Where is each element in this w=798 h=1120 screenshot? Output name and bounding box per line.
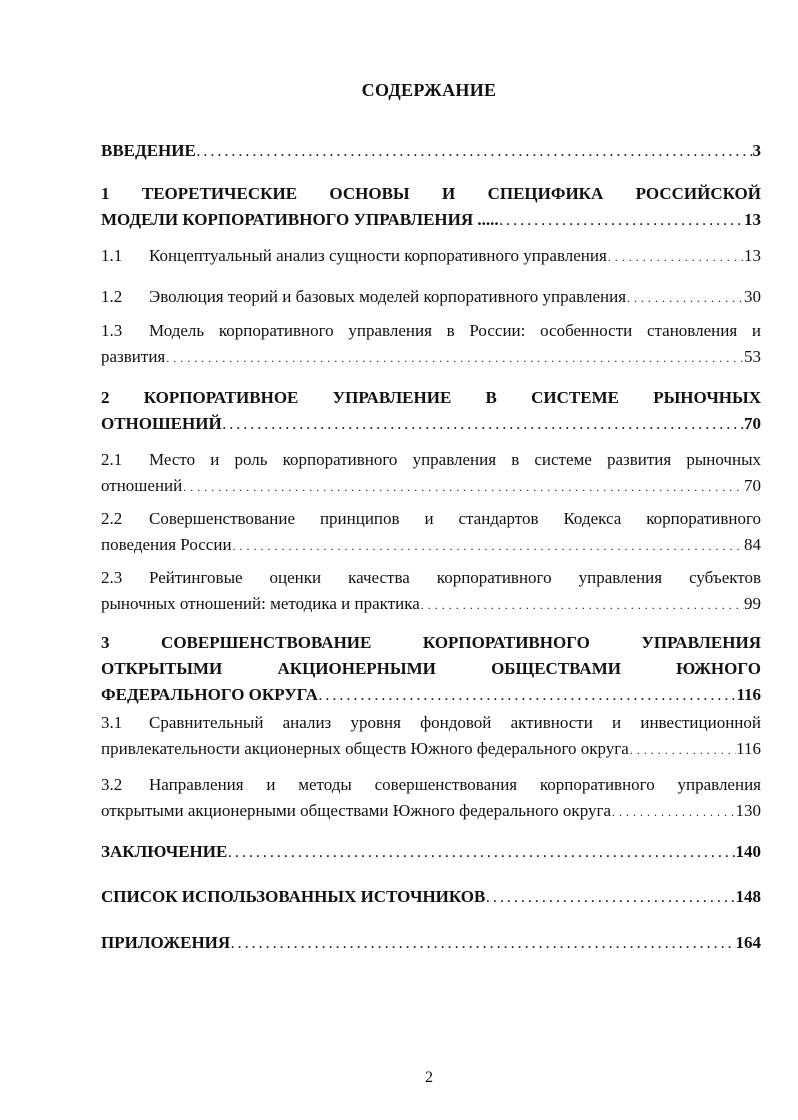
section-number: 2.1: [101, 450, 123, 469]
section-number: 2.2: [101, 509, 123, 528]
toc-page: 140: [735, 842, 761, 861]
toc-page: 3: [752, 141, 761, 160]
dot-leader: [629, 737, 736, 763]
toc-label: Рейтинговые оценки качества корпоративного управления субъектов: [149, 568, 761, 587]
toc-page: 84: [744, 535, 761, 554]
toc-label: развития: [101, 347, 166, 366]
toc-label: Направления и методы совершенствования корпоративного управления: [149, 775, 761, 794]
toc-entry-2-3[interactable]: [101, 565, 761, 618]
toc-page: 130: [735, 801, 761, 820]
toc-entry-1-3[interactable]: [101, 318, 761, 371]
toc-entry-1-1[interactable]: [101, 243, 761, 270]
toc-page: 13: [744, 246, 761, 265]
dot-leader: [227, 840, 735, 866]
toc-heading-line: 3 СОВЕРШЕНСТВОВАНИЕ КОРПОРАТИВНОГО УПРАВЛЕНИЯ: [101, 633, 761, 652]
toc-page: 70: [744, 414, 761, 433]
toc-page: 116: [736, 739, 761, 758]
toc-heading-line: 2 КОРПОРАТИВНОЕ УПРАВЛЕНИЕ В СИСТЕМЕ РЫНОЧНЫХ: [101, 388, 761, 407]
section-number: 3.2: [101, 775, 123, 794]
toc-heading-line: ОТКРЫТЫМИ АКЦИОНЕРНЫМИ ОБЩЕСТВАМИ ЮЖНОГО: [101, 659, 761, 678]
page-number: 2: [425, 1069, 433, 1086]
dot-leader: [196, 139, 753, 165]
section-number: 3.1: [101, 713, 123, 732]
dot-leader: [318, 683, 737, 709]
toc-page: 53: [744, 347, 761, 366]
toc-label: ВВЕДЕНИЕ: [101, 141, 196, 160]
section-number: 1.2: [101, 287, 123, 306]
toc-label: отношений: [101, 476, 183, 495]
dot-leader: [222, 412, 744, 438]
section-number: 1.1: [101, 246, 123, 265]
toc-label: ЗАКЛЮЧЕНИЕ: [101, 842, 228, 861]
toc-entry-2-1[interactable]: [101, 447, 761, 500]
toc-entry-appendix[interactable]: [101, 930, 761, 957]
dot-leader: [182, 474, 744, 500]
section-number: 1.3: [101, 321, 123, 340]
toc-label: Модель корпоративного управления в России: особенности становления и: [149, 321, 761, 340]
toc-label: СПИСОК ИСПОЛЬЗОВАННЫХ ИСТОЧНИКОВ: [101, 887, 486, 906]
section-number: 2.3: [101, 568, 123, 587]
toc-entry-3-2[interactable]: [101, 772, 761, 825]
toc-page: 30: [744, 287, 761, 306]
toc-entry-2-2[interactable]: [101, 506, 761, 559]
dot-leader: [420, 592, 744, 618]
toc-label: открытыми акционерными обществами Южного федерального округа: [101, 801, 611, 820]
toc-entry-chapter-1[interactable]: [101, 181, 761, 234]
toc-heading-line: ФЕДЕРАЛЬНОГО ОКРУГА: [101, 685, 318, 704]
toc-page: 70: [744, 476, 761, 495]
toc-entry-chapter-2[interactable]: [101, 385, 761, 438]
toc-heading-line: 1 ТЕОРЕТИЧЕСКИЕ ОСНОВЫ И СПЕЦИФИКА РОССИЙСКОЙ: [101, 184, 761, 203]
toc-entry-3-1[interactable]: [101, 710, 761, 763]
toc-entry-sources[interactable]: [101, 884, 761, 911]
toc-page: 116: [736, 685, 761, 704]
dot-leader: [165, 345, 744, 371]
dot-leader: [611, 799, 736, 825]
dot-leader: [230, 931, 735, 957]
toc-page: 99: [744, 594, 761, 613]
toc-heading-line: ОТНОШЕНИЙ: [101, 414, 222, 433]
toc-page: 148: [735, 887, 761, 906]
toc-label: Сравнительный анализ уровня фондовой активности и инвестиционной: [149, 713, 761, 732]
dot-leader: [607, 244, 744, 270]
toc-label: привлекательности акционерных обществ Южного федерального округа: [101, 739, 629, 758]
dot-leader: [232, 533, 744, 559]
toc-label: Место и роль корпоративного управления в системе развития рыночных: [149, 450, 761, 469]
dot-leader: [499, 208, 744, 234]
toc-label: поведения России: [101, 535, 232, 554]
toc-heading-line: МОДЕЛИ КОРПОРАТИВНОГО УПРАВЛЕНИЯ .....: [101, 210, 499, 229]
toc-label: Эволюция теорий и базовых моделей корпоративного управления: [149, 287, 627, 306]
toc-title: СОДЕРЖАНИЕ: [361, 80, 497, 100]
toc-page: 164: [735, 933, 761, 952]
toc-entry-chapter-3[interactable]: [101, 630, 761, 709]
toc-entry-1-2[interactable]: [101, 284, 761, 311]
toc-label: ПРИЛОЖЕНИЯ: [101, 933, 231, 952]
toc-entry-intro[interactable]: [101, 138, 761, 165]
toc-entry-conclusion[interactable]: [101, 839, 761, 866]
toc-label: рыночных отношений: методика и практика: [101, 594, 420, 613]
toc-label: Концептуальный анализ сущности корпоративного управления: [149, 246, 607, 265]
toc-page: 13: [744, 210, 761, 229]
dot-leader: [626, 285, 744, 311]
dot-leader: [485, 885, 735, 911]
toc-label: Совершенствование принципов и стандартов Кодекса корпоративного: [149, 509, 761, 528]
